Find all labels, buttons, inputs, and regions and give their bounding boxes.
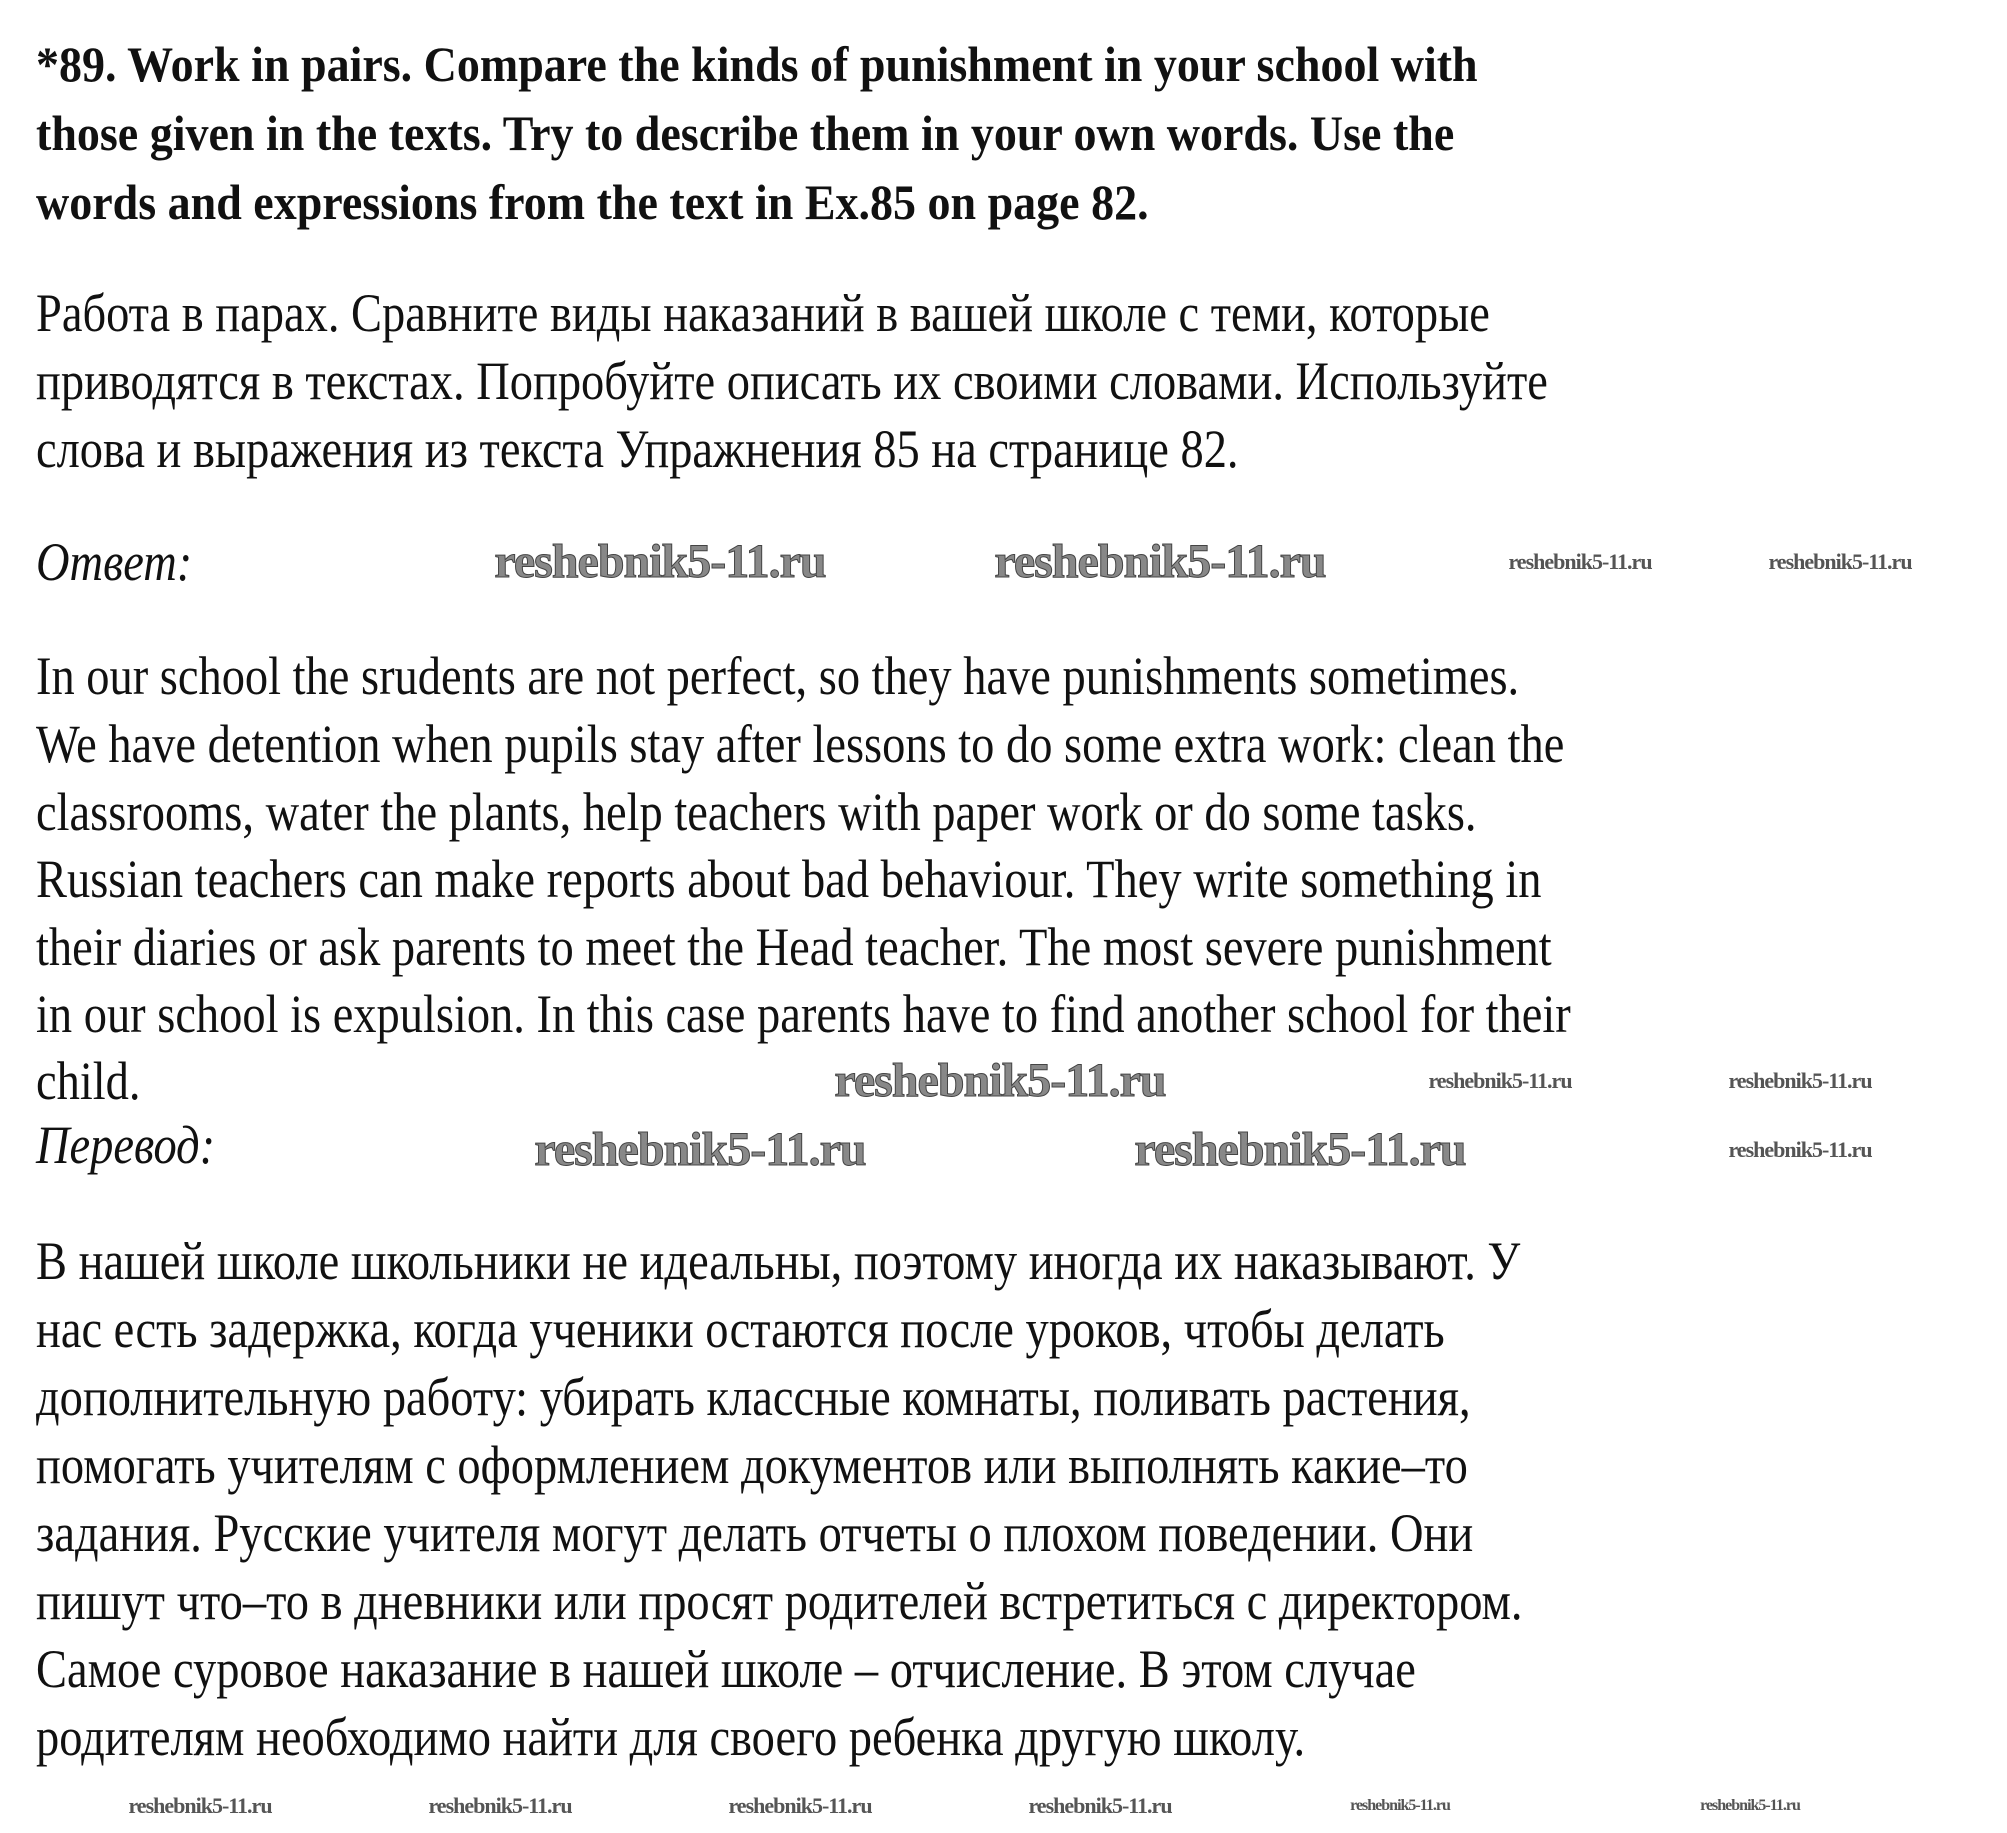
translation-line: пишут что–то в дневники или просят родителей встретиться с директором.: [36, 1571, 1523, 1631]
translation-line: Самое суровое наказание в нашей школе – отчисление. В этом случае: [36, 1639, 1416, 1699]
answer-line: their diaries or ask parents to meet the Head teacher. The most severe punishment: [36, 917, 1552, 977]
answer-line: We have detention when pupils stay after lessons to do some extra work: clean the: [36, 714, 1565, 774]
answer-line: child.: [36, 1051, 141, 1111]
task-line: слова и выражения из текста Упражнения 85 на странице 82.: [36, 419, 1239, 479]
translation-line: задания. Русские учителя могут делать отчеты о плохом поведении. Они: [36, 1503, 1474, 1563]
watermark: reshebnik5-11.ru: [1028, 1793, 1172, 1818]
watermark: reshebnik5-11.ru: [1700, 1797, 1800, 1814]
answer-line: classrooms, water the plants, help teachers with paper work or do some tasks.: [36, 782, 1477, 842]
watermark: reshebnik5-11.ru: [1134, 1123, 1466, 1176]
watermark: reshebnik5-11.ru: [128, 1793, 272, 1818]
task-line: Работа в парах. Сравните виды наказаний в вашей школе с теми, которые: [36, 283, 1490, 343]
translation-line: родителям необходимо найти для своего ребенка другую школу.: [36, 1707, 1306, 1767]
answer-label: Ответ:: [36, 532, 193, 592]
watermark: reshebnik5-11.ru: [1508, 549, 1652, 574]
watermark: reshebnik5-11.ru: [994, 535, 1326, 588]
answer-line: Russian teachers can make reports about bad behaviour. They write something in: [36, 849, 1542, 909]
watermark: reshebnik5-11.ru: [1728, 1137, 1872, 1162]
heading-line: words and expressions from the text in Ex.85 on page 82.: [36, 174, 1149, 230]
translation-label: Перевод:: [36, 1115, 216, 1175]
watermark: reshebnik5-11.ru: [428, 1793, 572, 1818]
translation-line: помогать учителям с оформлением документов или выполнять какие–то: [36, 1435, 1468, 1495]
watermark: reshebnik5-11.ru: [834, 1054, 1166, 1107]
watermark: reshebnik5-11.ru: [1428, 1068, 1572, 1093]
heading-line: those given in the texts. Try to describe them in your own words. Use the: [36, 105, 1455, 161]
watermark: reshebnik5-11.ru: [728, 1793, 872, 1818]
task-line: приводятся в текстах. Попробуйте описать их своими словами. Используйте: [36, 351, 1548, 411]
watermark: reshebnik5-11.ru: [534, 1123, 866, 1176]
translation-line: дополнительную работу: убирать классные комнаты, поливать растения,: [36, 1367, 1471, 1427]
watermark: reshebnik5-11.ru: [1350, 1797, 1450, 1814]
answer-line: in our school is expulsion. In this case parents have to find another school for their: [36, 984, 1571, 1044]
watermark: reshebnik5-11.ru: [494, 535, 826, 588]
heading-line: *89. Work in pairs. Compare the kinds of punishment in your school with: [36, 36, 1478, 92]
watermark: reshebnik5-11.ru: [1768, 549, 1912, 574]
translation-line: В нашей школе школьники не идеальны, поэтому иногда их наказывают. У: [36, 1231, 1521, 1291]
watermark: reshebnik5-11.ru: [1728, 1068, 1872, 1093]
translation-line: нас есть задержка, когда ученики остаются после уроков, чтобы делать: [36, 1299, 1445, 1359]
answer-line: In our school the srudents are not perfect, so they have punishments sometimes.: [36, 646, 1520, 706]
